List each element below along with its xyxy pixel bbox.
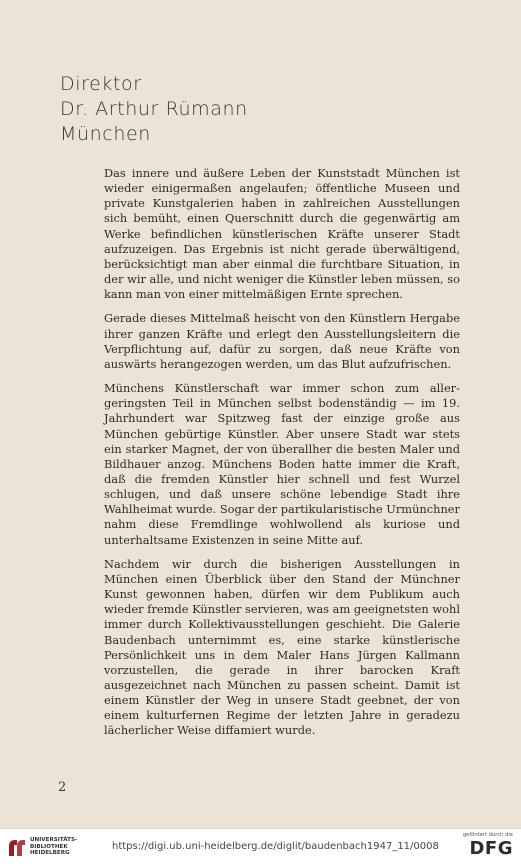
funding-block — [463, 832, 513, 860]
heading-line-title: Direktor — [60, 73, 142, 95]
dfg-logo[interactable]: DFG — [469, 838, 513, 859]
body-text — [104, 166, 460, 748]
source-url-link[interactable]: https://digi.ub.uni-heidelberg.de/diglit/baudenbach1947_11/0008 — [112, 841, 439, 852]
page-number: 2 — [58, 780, 67, 795]
heading-line-name: Dr. Arthur Rümann — [60, 98, 248, 120]
viewer-footer — [0, 828, 521, 867]
heading-block — [60, 72, 248, 147]
funding-note: gefördert durch die — [462, 832, 513, 838]
paragraph-3: Münchens Künstlerschaft war immer schon zum allergeringsten Teil in München selbst bodenständig — im 19. Jahrhundert war Spitzweg fast der einzige große aus München gebürtige Künstler. Aber unsere Stadt war stets ein starker Magnet, der von überallher die besten Maler und Bildhauer anzog. Münchens Boden hatte immer die Kraft, daß die fremden Künstler hier schnell und fest Wurzel schlugen, und daß unsere schöne lebendige Stadt ihre Wahlheimat wurde. Sogar der partikularistische Urmünchner nahm diese Fremdlinge wohlwollend als kuriose und unterhaltsame Existenzen in seine Mitte auf. — [104, 381, 460, 547]
library-name: UNIVERSITÄTS- BIBLIOTHEK HEIDELBERG — [30, 837, 78, 857]
ub-heidelberg-logo-icon[interactable] — [6, 837, 28, 859]
paragraph-1: Das innere und äußere Leben der Kunststadt München ist wieder einigermaßen angelaufen; öffentliche Museen und private Kunstgalerien haben in zahlreichen Ausstellungen sich bemüht, einen Querschnitt durch die gegenwärtig am Werke befindlichen künstlerischen Kräfte unserer Stadt aufzuzeigen. Das Ergebnis ist nicht gerade überwältigend, berücksichtigt man aber einmal die furchtbare Situation, in der wir alle, und nicht weniger die Künstler leben müssen, so kann man von einer mittelmäßigen Ernte sprechen. — [104, 166, 460, 302]
paragraph-4: Nachdem wir durch die bisherigen Ausstellungen in München einen Überblick über den Stand der Münchner Kunst gewonnen haben, dürfen wir dem Publikum auch wieder fremde Künstler servieren, was am geeignetsten wohl immer durch Kollektivausstellungen geschieht. Die Galerie Baudenbach unternimmt es, eine starke künstlerische Persönlichkeit uns in dem Maler Hans Jürgen Kallmann vorzustellen, die gerade in ihrer barocken Kraft ausgezeichnet nach München zu passen scheint. Damit ist einem Künstler der Weg in unsere Stadt geebnet, der von einem kulturfernen Regime der letzten Jahre in geradezu lächerlicher Weise diffamiert wurde. — [104, 556, 460, 738]
paragraph-2: Gerade dieses Mittelmaß heischt von den Künstlern Hergabe ihrer ganzen Kräfte und erlegt den Ausstellungsleitern die Verpflichtung auf, dafür zu sorgen, daß neue Kräfte von auswärts herangezogen werden, um das Blut aufzufrischen. — [104, 311, 460, 371]
heading-line-city: München — [60, 123, 151, 145]
